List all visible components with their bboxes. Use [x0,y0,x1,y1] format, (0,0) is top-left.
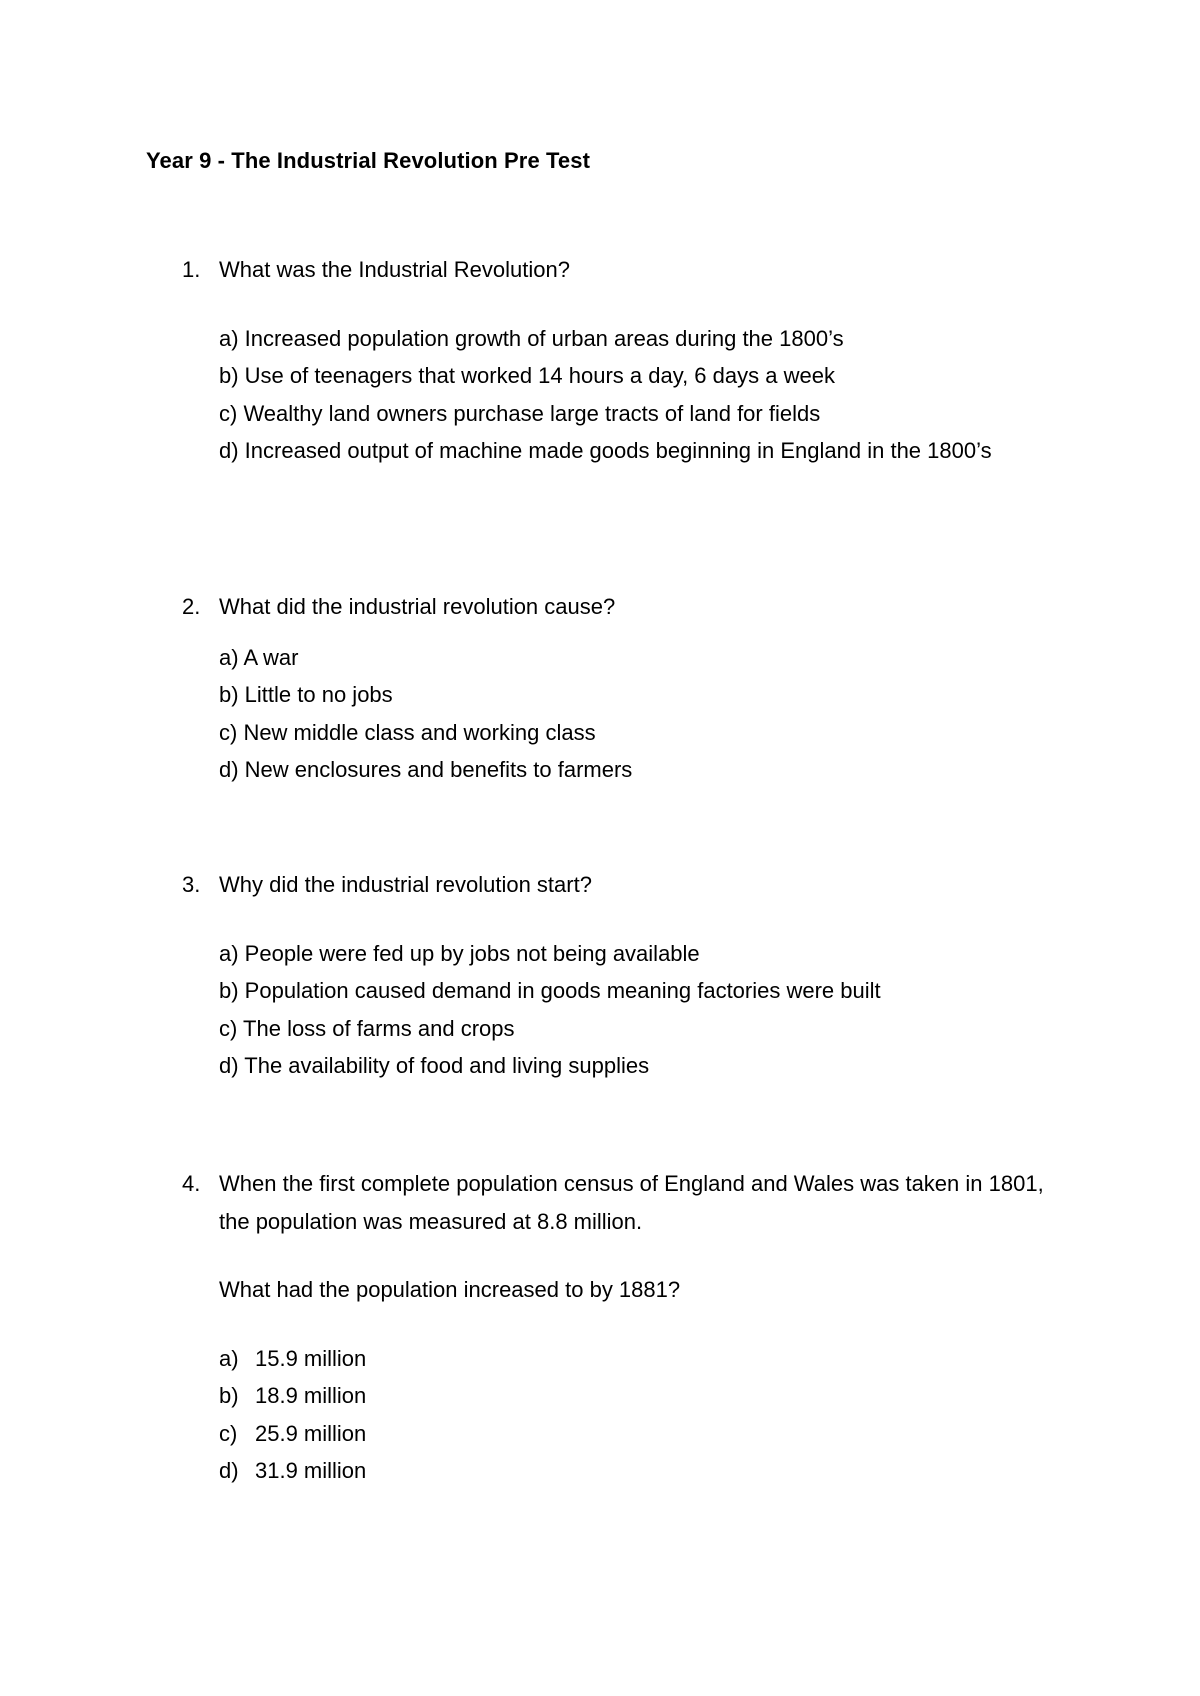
answer-option-d [219,1452,1059,1490]
answer-option-b: b) Use of teenagers that worked 14 hours a day, 6 days a week [219,363,835,388]
option-letter: a) [219,1345,239,1371]
answer-option-c: c) New middle class and working class [219,719,596,745]
answer-option-c: c) Wealthy land owners purchase large tracts of land for fields [219,400,821,426]
question-1 [146,251,1064,470]
question-number: 1. [182,257,201,282]
question-prompt [146,251,1064,289]
answer-option-d: d) The availability of food and living supplies [219,1053,650,1078]
option-text: 25.9 million [255,1420,367,1446]
answer-option-c [219,1415,1059,1453]
question-text: When the first complete population census of England and Wales was taken in 1801, the population was measured at 8.8 million. [219,1171,1044,1234]
question-4 [146,1165,1064,1490]
question-3 [146,866,1064,1085]
question-prompt [146,866,1064,904]
answer-options [219,639,1059,789]
answer-option-b: b) Little to no jobs [219,682,393,707]
answer-options [219,1340,1059,1490]
question-prompt [146,588,1064,626]
option-text: 15.9 million [255,1345,367,1371]
page-title: Year 9 - The Industrial Revolution Pre Test [146,148,590,173]
answer-options [219,320,1059,470]
answer-options [219,935,1059,1085]
question-number: 4. [182,1171,201,1196]
question-followup: What had the population increased to by 1881? [219,1277,681,1302]
question-2 [146,588,1064,789]
option-letter: c) [219,1420,238,1446]
question-text: What was the Industrial Revolution? [219,257,570,282]
answer-option-b: b) Population caused demand in goods meaning factories were built [219,978,881,1003]
option-letter: b) [219,1383,239,1408]
question-text: Why did the industrial revolution start? [219,872,592,897]
question-number: 2. [182,594,201,619]
answer-option-b [219,1377,1059,1415]
answer-option-d: d) Increased output of machine made goods beginning in England in the 1800’s [219,438,992,463]
answer-option-a: a) A war [219,644,299,670]
answer-option-a: a) People were fed up by jobs not being available [219,940,700,966]
answer-option-a [219,1340,1059,1378]
option-text: 31.9 million [255,1458,367,1483]
option-letter: d) [219,1458,239,1483]
answer-option-c: c) The loss of farms and crops [219,1015,515,1041]
question-text: What did the industrial revolution cause? [219,594,616,619]
answer-option-d: d) New enclosures and benefits to farmers [219,757,633,782]
answer-option-a: a) Increased population growth of urban areas during the 1800’s [219,325,844,351]
question-number: 3. [182,872,201,897]
question-prompt [146,1165,1064,1240]
option-text: 18.9 million [255,1383,367,1408]
